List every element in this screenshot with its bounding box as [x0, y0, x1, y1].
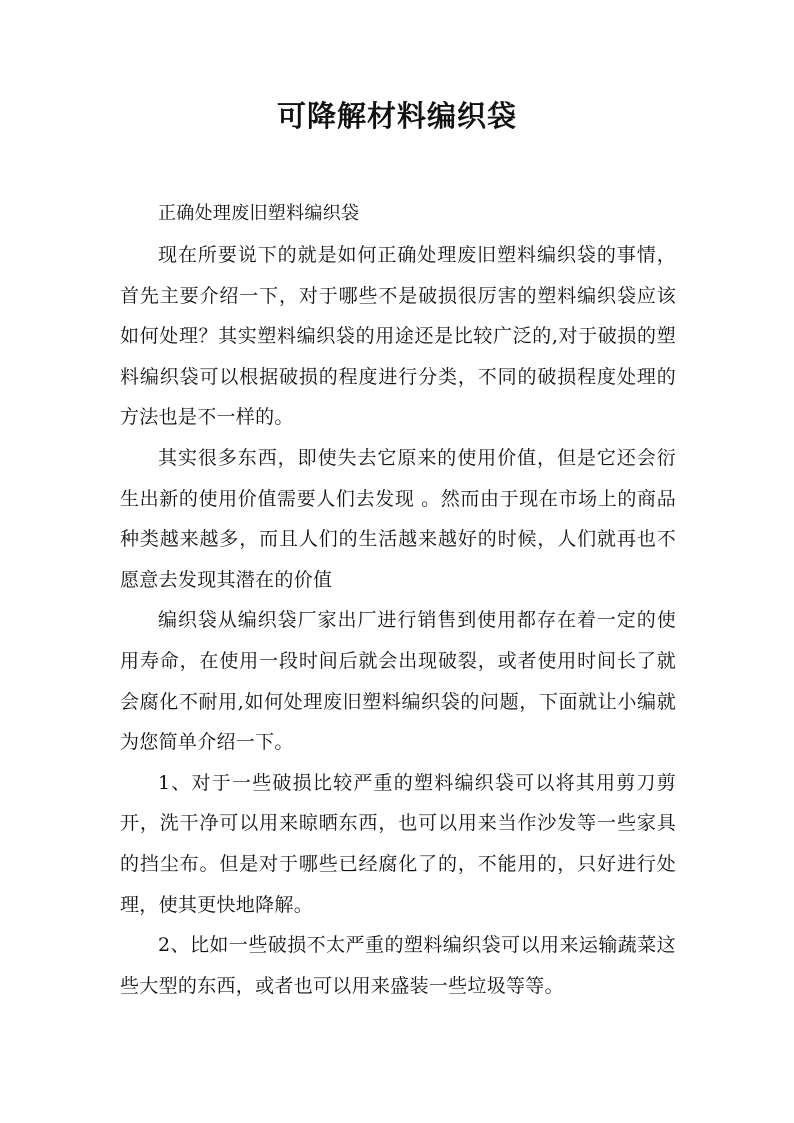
paragraph: 其实很多东西，即使失去它原来的使用价值，但是它还会衍生出新的使用价值需要人们去发现 。然而由于现在市场上的商品种类越来越多，而且人们的生活越来越好的时候，人们就再也不愿意去发现其潜在的价值: [120, 446, 676, 591]
paragraph: 1、对于一些破损比较严重的塑料编织袋可以将其用剪刀剪开，洗干净可以用来晾晒东西，也可以用来当作沙发等一些家具的挡尘布。但是对于哪些已经腐化了的，不能用的，只好进行处理，使其更快地降解。: [120, 771, 676, 916]
section-heading: 正确处理废旧塑料编织袋: [158, 203, 360, 224]
document-title: 可降解材料编织袋: [276, 99, 517, 133]
document-body: [120, 193, 676, 1006]
paragraph: 2、比如一些破损不太严重的塑料编织袋可以用来运输蔬菜这些大型的东西，或者也可以用来盛装一些垃圾等等。: [120, 934, 676, 997]
paragraph: 编织袋从编织袋厂家出厂进行销售到使用都存在着一定的使用寿命，在使用一段时间后就会出现破裂，或者使用时间长了就会腐化不耐用,如何处理废旧塑料编织袋的问题，下面就让小编就为您简单介绍一下。: [120, 609, 676, 754]
paragraph: 现在所要说下的就是如何正确处理废旧塑料编织袋的事情，首先主要介绍一下，对于哪些不是破损很厉害的塑料编织袋应该如何处理？其实塑料编织袋的用途还是比较广泛的,对于破损的塑料编织袋可以根据破损的程度进行分类，不同的破损程度处理的方法也是不一样的。: [120, 244, 676, 429]
